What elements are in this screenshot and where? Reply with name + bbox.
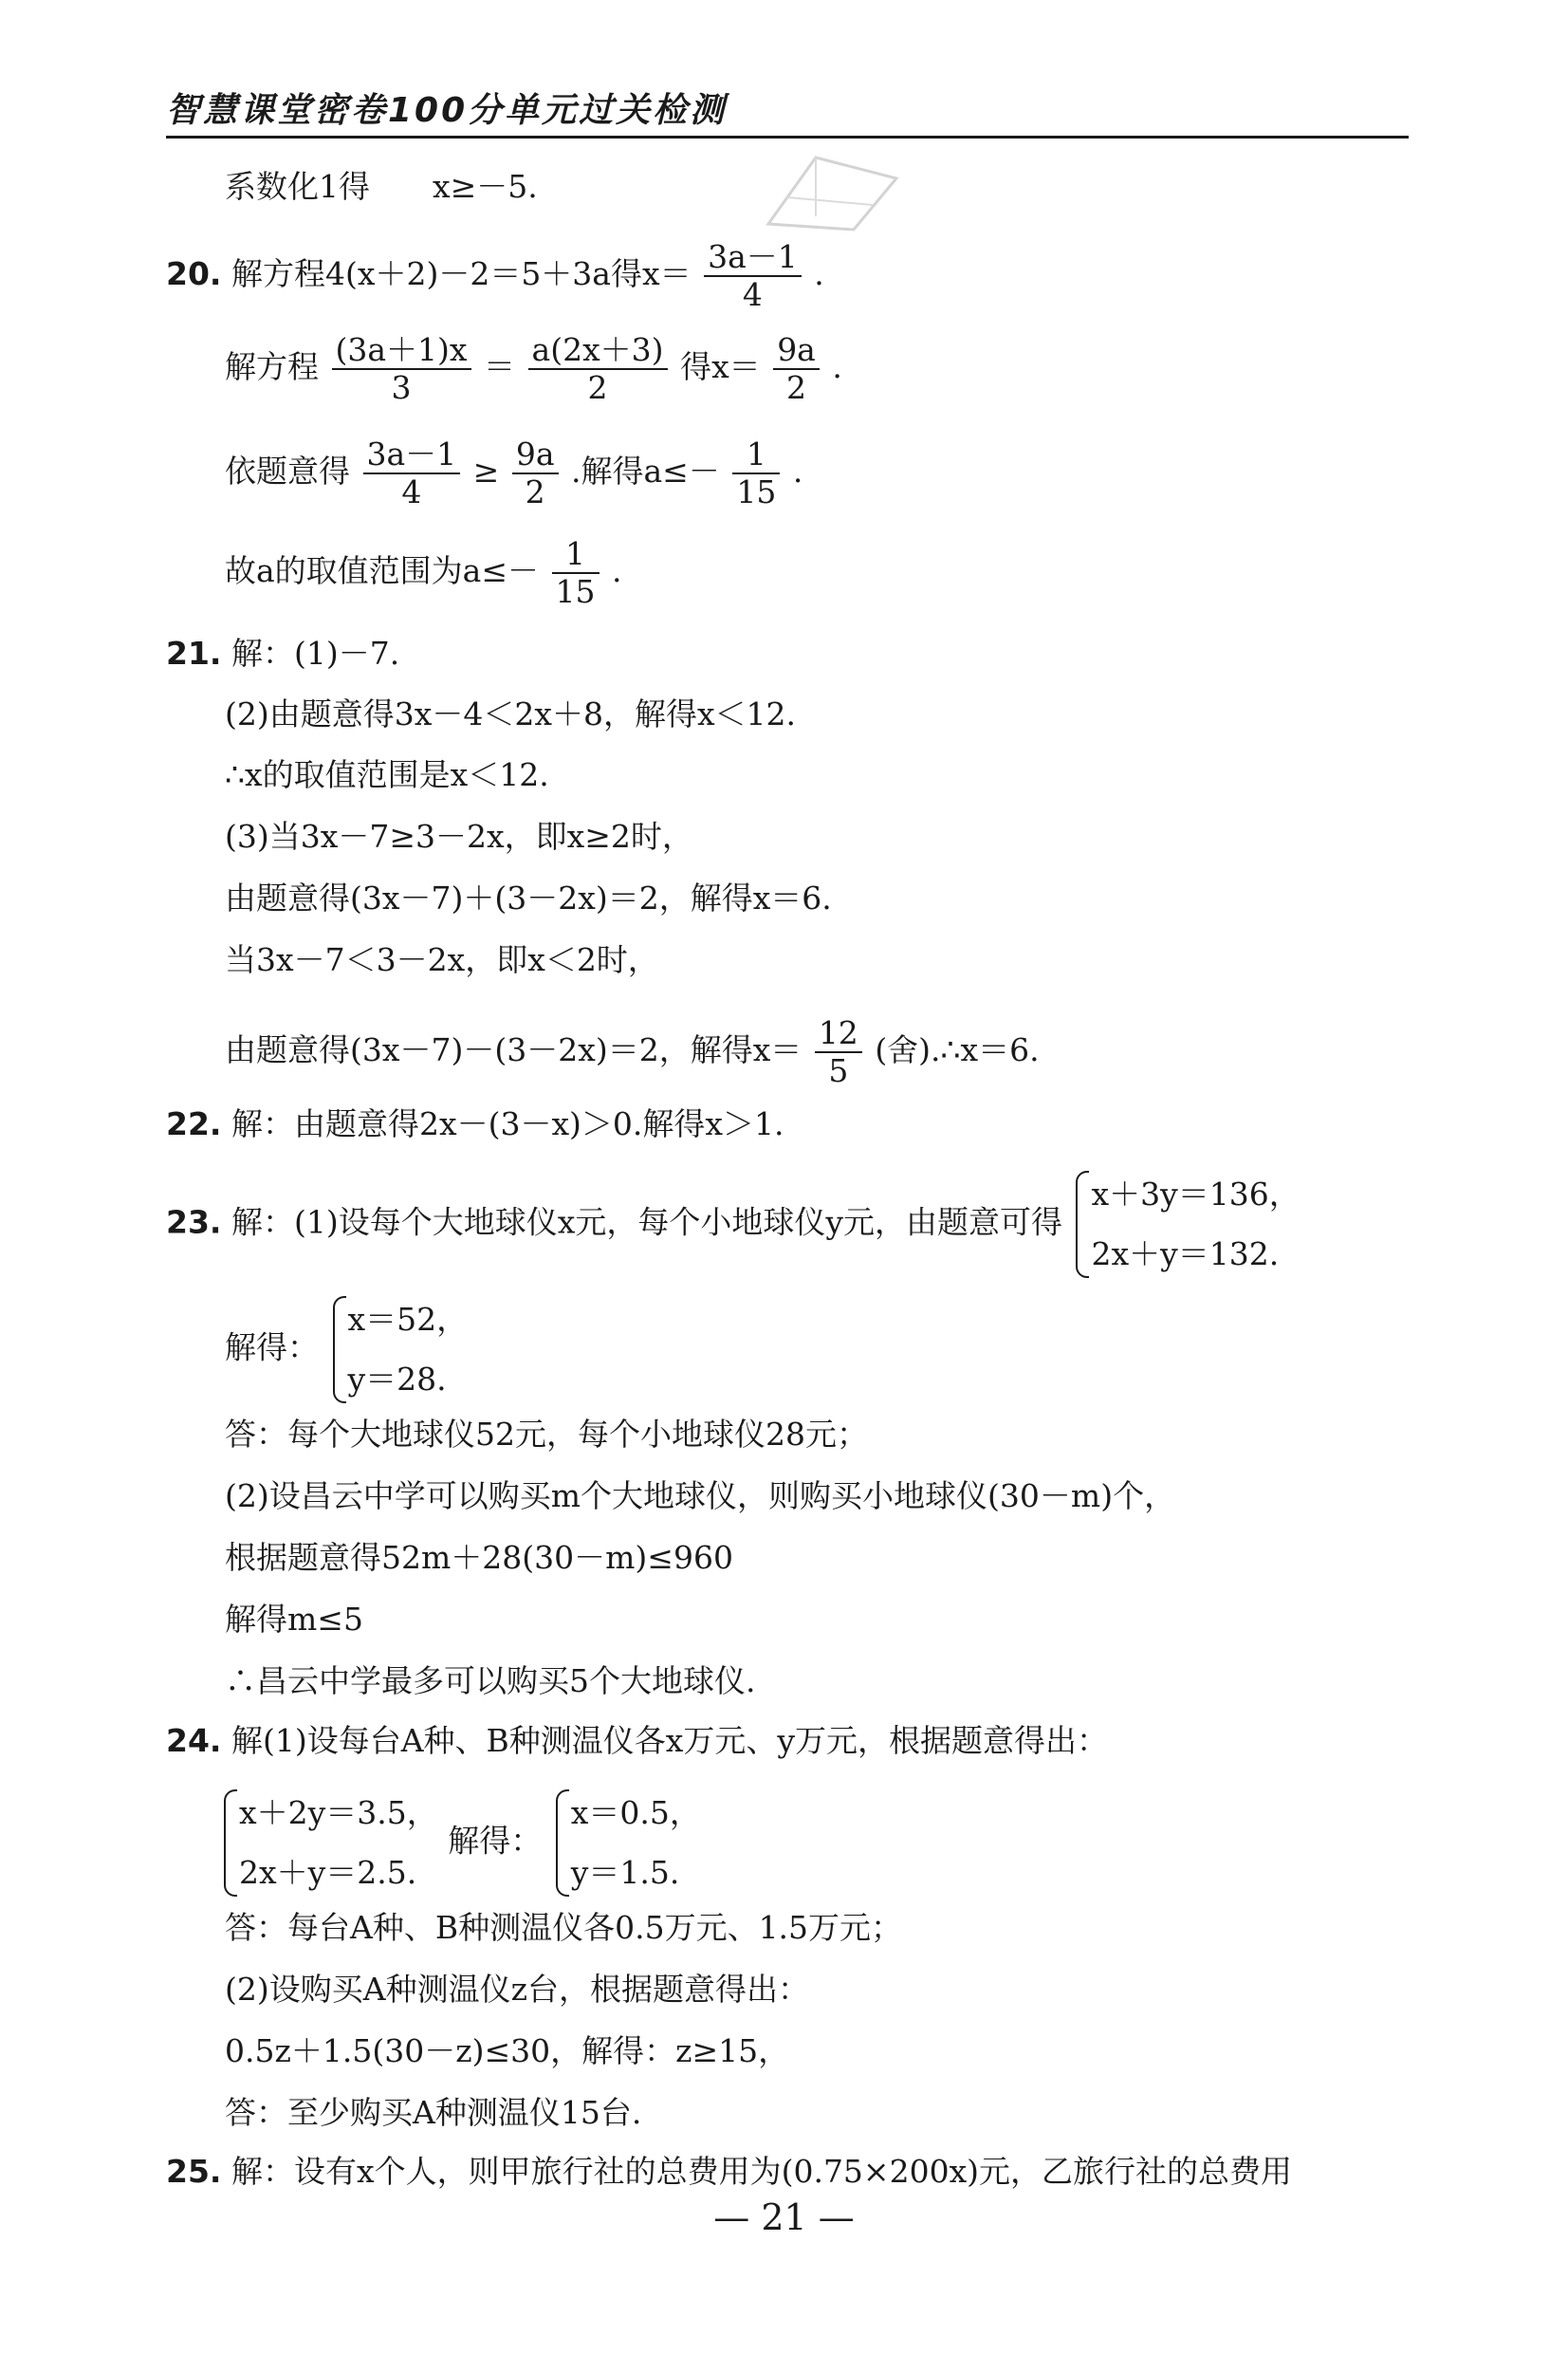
- text-run: 解：(1)－7.: [231, 635, 400, 672]
- text-line: 由题意得(3x－7)＋(3－2x)＝2，解得x＝6.: [225, 880, 832, 917]
- question-number: 20.: [166, 254, 222, 292]
- watermark-stamp-icon: [759, 150, 901, 233]
- text-line: (2)设昌云中学可以购买m个大地球仪，则购买小地球仪(30－m)个，: [225, 1477, 1176, 1514]
- equation: 2x＋y＝2.5.: [239, 1853, 417, 1891]
- header-rule: [166, 136, 1409, 139]
- text-run: .: [832, 347, 842, 385]
- numerator: 3a－1: [704, 239, 802, 277]
- numerator: 9a: [512, 436, 559, 474]
- question-number: 24.: [166, 1722, 222, 1759]
- text-line: 解得m≤5: [225, 1601, 363, 1638]
- numerator: (3a＋1)x: [332, 332, 471, 370]
- question-number: 22.: [166, 1105, 222, 1142]
- denominator: 2: [786, 368, 807, 406]
- denominator: 3: [391, 368, 412, 406]
- numerator: 9a: [773, 332, 820, 370]
- question-number: 25.: [166, 2153, 222, 2190]
- equation-system: [1072, 1165, 1300, 1284]
- text-run: 由题意得(3x－7)－(3－2x)＝2，解得x＝: [225, 1030, 802, 1068]
- denominator: 2: [525, 472, 545, 510]
- text-run: 解得：: [448, 1822, 543, 1860]
- fraction: [552, 536, 600, 610]
- numerator: a(2x＋3): [528, 332, 668, 370]
- fraction: [704, 239, 802, 313]
- equation-system: [220, 1784, 438, 1902]
- text-run: 解方程: [225, 347, 319, 385]
- text-run: .: [814, 254, 824, 292]
- text-run: 解得：: [225, 1328, 319, 1366]
- equation: x＝52，: [347, 1301, 469, 1338]
- question-21-line-1: [166, 635, 400, 672]
- fraction: [815, 1015, 862, 1089]
- numerator: 3a－1: [363, 436, 461, 474]
- text-run: 故a的取值范围为a≤－: [225, 551, 539, 589]
- text-run: 解：设有x个人，则甲旅行社的总费用为(0.75×200x)元，乙旅行社的总费用: [231, 2153, 1293, 2190]
- text-run: ≥: [472, 452, 500, 490]
- denominator: 4: [401, 472, 422, 510]
- equation: x＝0.5，: [570, 1794, 701, 1831]
- denominator: 5: [828, 1051, 849, 1089]
- text-run: (舍).∴x＝6.: [875, 1030, 1040, 1068]
- text-run: ＝: [484, 347, 516, 385]
- question-23-line-1: [166, 1165, 1301, 1284]
- text-run: 得x＝: [680, 347, 761, 385]
- denominator: 15: [736, 472, 777, 510]
- text-line: ∴x的取值范围是x＜12.: [225, 756, 549, 793]
- text-line: 当3x－7＜3－2x，即x＜2时，: [225, 941, 659, 978]
- question-20-line-3: [225, 436, 802, 510]
- text-run: 解：(1)设每个大地球仪x元，每个小地球仪y元，由题意可得: [231, 1203, 1062, 1241]
- text-run: .: [792, 452, 803, 490]
- text-run: .解得a≤－: [571, 452, 720, 490]
- text-line: 答：每个大地球仪52元，每个小地球仪28元；: [225, 1416, 868, 1453]
- fraction: [732, 436, 780, 510]
- equation-system: [552, 1784, 701, 1902]
- question-25-line: [166, 2153, 1293, 2190]
- question-21-line-7: [225, 1015, 1040, 1089]
- numerator: 12: [815, 1015, 862, 1053]
- question-23-line-2: [225, 1290, 468, 1409]
- text-run: 解：由题意得2x－(3－x)＞0.解得x＞1.: [231, 1105, 784, 1142]
- fraction: [773, 332, 820, 406]
- fraction: [512, 436, 559, 510]
- text-line: 根据题意得52m＋28(30－m)≤960: [225, 1539, 733, 1576]
- equation: y＝1.5.: [570, 1853, 680, 1891]
- text-run: .: [612, 551, 622, 589]
- denominator: 2: [587, 368, 608, 406]
- equation-system: [329, 1290, 469, 1409]
- question-number: 23.: [166, 1203, 222, 1241]
- fraction: [332, 332, 471, 406]
- text-line: (3)当3x－7≥3－2x，即x≥2时，: [225, 818, 693, 855]
- question-20-line-2: [225, 332, 842, 406]
- denominator: 15: [555, 572, 596, 610]
- fraction: [363, 436, 461, 510]
- equation: x＋2y＝3.5，: [239, 1794, 438, 1831]
- equation: y＝28.: [347, 1360, 447, 1398]
- question-20-line-1: [166, 239, 824, 313]
- numerator: 1: [552, 536, 600, 574]
- equation: 2x＋y＝132.: [1091, 1234, 1280, 1272]
- numerator: 1: [732, 436, 780, 474]
- text-line: 答：每台A种、B种测温仪各0.5万元、1.5万元；: [225, 1909, 903, 1946]
- text-run: 解方程4(x＋2)－2＝5＋3a得x＝: [231, 254, 692, 292]
- text-line: (2)设购买A种测温仪z台，根据题意得出：: [225, 1971, 809, 2008]
- running-header: 智慧课堂密卷100分单元过关检测: [166, 91, 728, 130]
- question-24-line-2: [220, 1784, 701, 1902]
- question-22-line: [166, 1105, 784, 1142]
- question-number: 21.: [166, 635, 222, 672]
- text-line: 0.5z＋1.5(30－z)≤30，解得：z≥15，: [225, 2032, 790, 2069]
- page-number: — 21 —: [713, 2196, 855, 2238]
- equation: x＋3y＝136，: [1091, 1176, 1301, 1213]
- text-run: 解(1)设每台A种、B种测温仪各x万元、y万元，根据题意得出：: [231, 1722, 1109, 1759]
- text-run: 依题意得: [225, 452, 350, 490]
- text-line: (2)由题意得3x－4＜2x＋8，解得x＜12.: [225, 695, 797, 732]
- denominator: 4: [742, 275, 763, 313]
- question-24-line-1: [166, 1722, 1109, 1759]
- fraction: [528, 332, 668, 406]
- question-20-line-4: [225, 536, 622, 610]
- text-line: 系数化1得 x≥－5.: [225, 168, 538, 205]
- text-line: 答：至少购买A种测温仪15台.: [225, 2094, 642, 2131]
- text-line: ∴昌云中学最多可以购买5个大地球仪.: [225, 1662, 756, 1699]
